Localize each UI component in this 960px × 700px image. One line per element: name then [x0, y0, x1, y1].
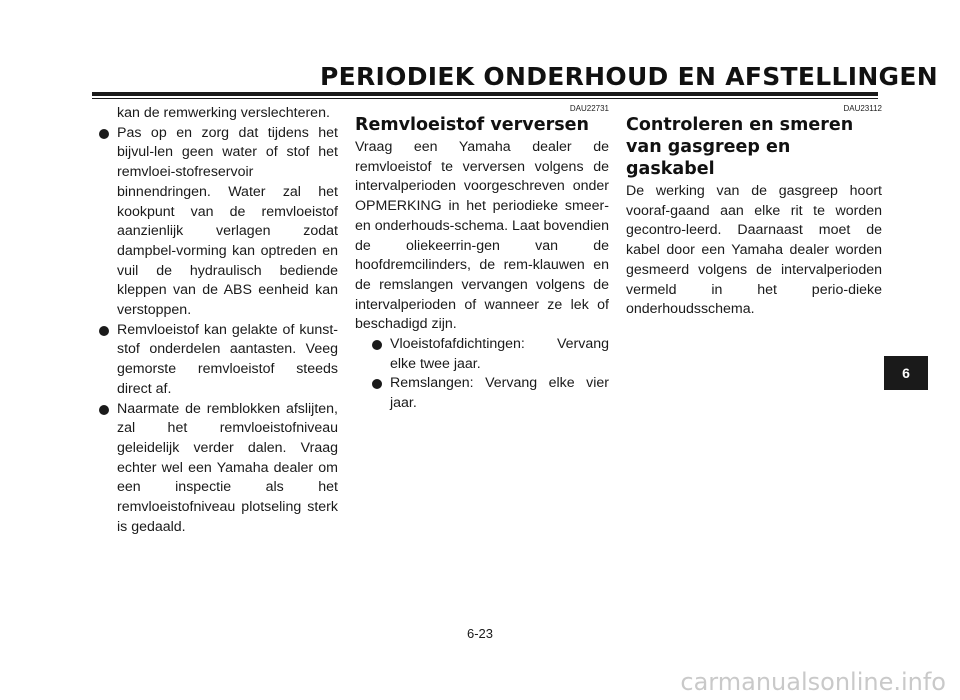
column-right: [626, 104, 882, 320]
column-middle: [355, 104, 609, 414]
chapter-tab: 6: [884, 356, 928, 390]
list-item: [96, 400, 338, 538]
page-number: 6-23: [466, 626, 494, 641]
list-item: [369, 374, 609, 413]
list-item-text: Naarmate de remblokken afslijten, zal het remvloeistofniveau geleidelijk verder dalen. Vraag echter wel een Yamaha dealer om een inspectie als het remvloeistofniveau plotseling sterk is gedaald.: [117, 400, 338, 535]
bullet-dot-icon: [372, 340, 382, 350]
intro-text: kan de remwerking verslechteren.: [117, 105, 330, 121]
header-rule-thin: [92, 98, 878, 99]
bullet-dot-icon: [372, 379, 382, 389]
bullet-dot-icon: [99, 326, 109, 336]
interval-bullet-list: [369, 335, 609, 414]
warning-bullet-list: [96, 124, 338, 538]
list-item-text: Pas op en zorg dat tijdens het bijvul-len geen water of stof het remvloei-stofreservoir binnendringen. Water zal het kookpunt van de remvloeistof aanzienlijk verlagen zodat dampbel-vorming kan optreden en vuil de hydraulisch bediende kleppen van de ABS eenheid kan verstoppen.: [117, 124, 338, 319]
header-rule: [92, 92, 878, 96]
section-body: Vraag een Yamaha dealer de remvloeistof te verversen volgens de intervalperioden voorgeschreven onder OPMERKING in het periodieke smeer- en onderhouds-schema. Laat bovendien de oliekeerrin-gen van de hoofdremcilinders, de rem-klauwen en de remslangen vervangen volgens de intervalperioden of wanneer ze lek of beschadigd zijn.: [355, 139, 609, 333]
watermark: carmanualsonline.info: [680, 668, 946, 696]
section-heading: Controleren en smeren van gasgreep en gaskabel: [626, 115, 854, 179]
section-code: DAU23112: [843, 104, 882, 113]
list-item-text: Vloeistofafdichtingen: Vervang elke twee jaar.: [390, 336, 609, 372]
list-item: [96, 124, 338, 321]
list-item-text: Remvloeistof kan gelakte of kunst-stof onderdelen aantasten. Veeg gemorste remvloeistof steeds direct af.: [117, 321, 338, 397]
list-item-text: Remslangen: Vervang elke vier jaar.: [390, 375, 609, 412]
section-heading: Remvloeistof verversen: [355, 115, 589, 135]
list-item: [96, 321, 338, 400]
column-left: [96, 104, 338, 537]
bullet-dot-icon: [99, 129, 109, 139]
list-item: [369, 335, 609, 374]
section-body: De werking van de gasgreep hoort vooraf-gaand aan elke rit te worden gecontro-leerd. Daarnaast moet de kabel door een Yamaha dealer worden gesmeerd volgens de intervalperioden vermeld in het perio-dieke onderhoudsschema.: [626, 183, 882, 318]
section-code: DAU22731: [569, 104, 609, 113]
page-header-title: PERIODIEK ONDERHOUD EN AFSTELLINGEN: [320, 62, 938, 91]
bullet-dot-icon: [99, 405, 109, 415]
